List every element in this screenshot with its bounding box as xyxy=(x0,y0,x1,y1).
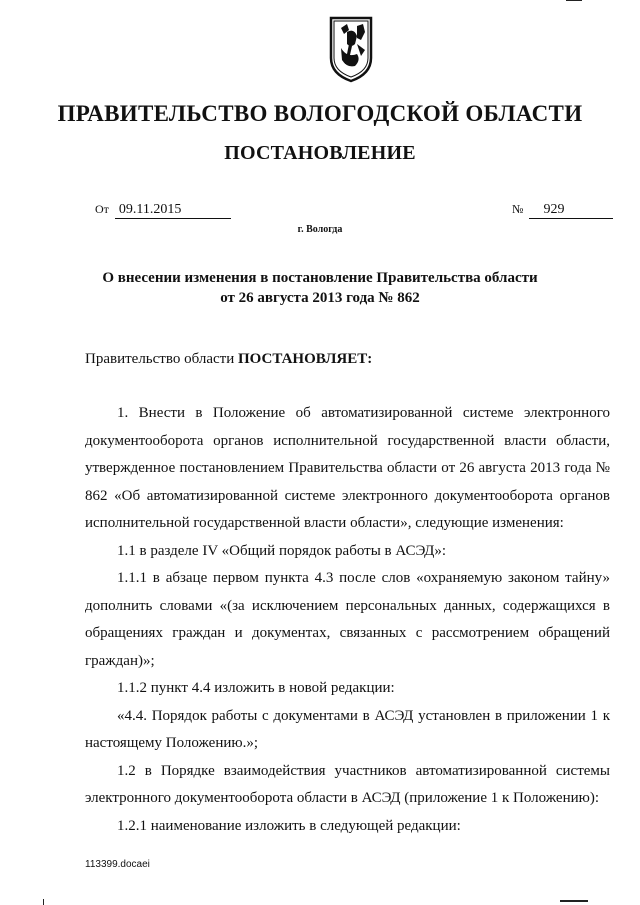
paragraph-1-1-2: 1.1.2 пункт 4.4 изложить в новой редакции: xyxy=(117,680,395,696)
subject-line-2: от 26 августа 2013 года № 862 xyxy=(220,290,420,306)
government-title: ПРАВИТЕЛЬСТВО ВОЛОГОДСКОЙ ОБЛАСТИ xyxy=(57,101,583,126)
coat-of-arms-icon xyxy=(327,14,375,84)
paragraph-1-1-1: 1.1.1 в абзаце первом пункта 4.3 после слов «охраняемую законом тайну» дополнить словами «(за исключением персональных данных, содержащихся в обращениях граждан и документах, связанных с рассмотрением обращений граждан)»; xyxy=(85,570,610,669)
document-body xyxy=(85,400,610,840)
document-type: ПОСТАНОВЛЕНИЕ xyxy=(224,142,416,164)
file-id: 113399.docaei xyxy=(85,859,150,870)
scan-mark-bottom-left xyxy=(43,899,44,905)
preamble-emphasis: ПОСТАНОВЛЯЕТ: xyxy=(237,351,373,367)
document-date xyxy=(95,202,231,219)
date-value: 09.11.2015 xyxy=(115,202,231,219)
city: г. Вологда xyxy=(297,224,343,235)
number-value: 929 xyxy=(529,202,613,219)
scan-mark-bottom-right xyxy=(560,900,588,902)
number-prefix: № xyxy=(512,202,524,216)
subject-line-1: О внесении изменения в постановление Правительства области xyxy=(102,270,538,286)
preamble-text: Правительство области xyxy=(85,351,238,367)
paragraph-1: 1. Внести в Положение об автоматизированной системе электронного документооборота органов исполнительной государственной власти области, утвержденное постановлением Правительства области от 26 августа 2013 года № 862 «Об автоматизированной системе электронного документооборота органов исполнительной государственной власти области», следующие изменения: xyxy=(85,405,610,531)
paragraph-4-4-text: «4.4. Порядок работы с документами в АСЭД установлен в приложении 1 к настоящему Положению.»; xyxy=(85,707,610,751)
document-subject xyxy=(0,268,640,308)
paragraph-1-2-1: 1.2.1 наименование изложить в следующей редакции: xyxy=(117,817,461,834)
document-number xyxy=(512,202,613,219)
scan-mark-top xyxy=(566,0,582,1)
preamble xyxy=(85,346,610,374)
date-prefix: От xyxy=(95,202,109,216)
paragraph-1-2: 1.2 в Порядке взаимодействия участников автоматизированной системы электронного документооборота области в АСЭД (приложение 1 к Положению): xyxy=(85,762,610,806)
paragraph-1-1: 1.1 в разделе IV «Общий порядок работы в АСЭД»: xyxy=(117,542,446,559)
